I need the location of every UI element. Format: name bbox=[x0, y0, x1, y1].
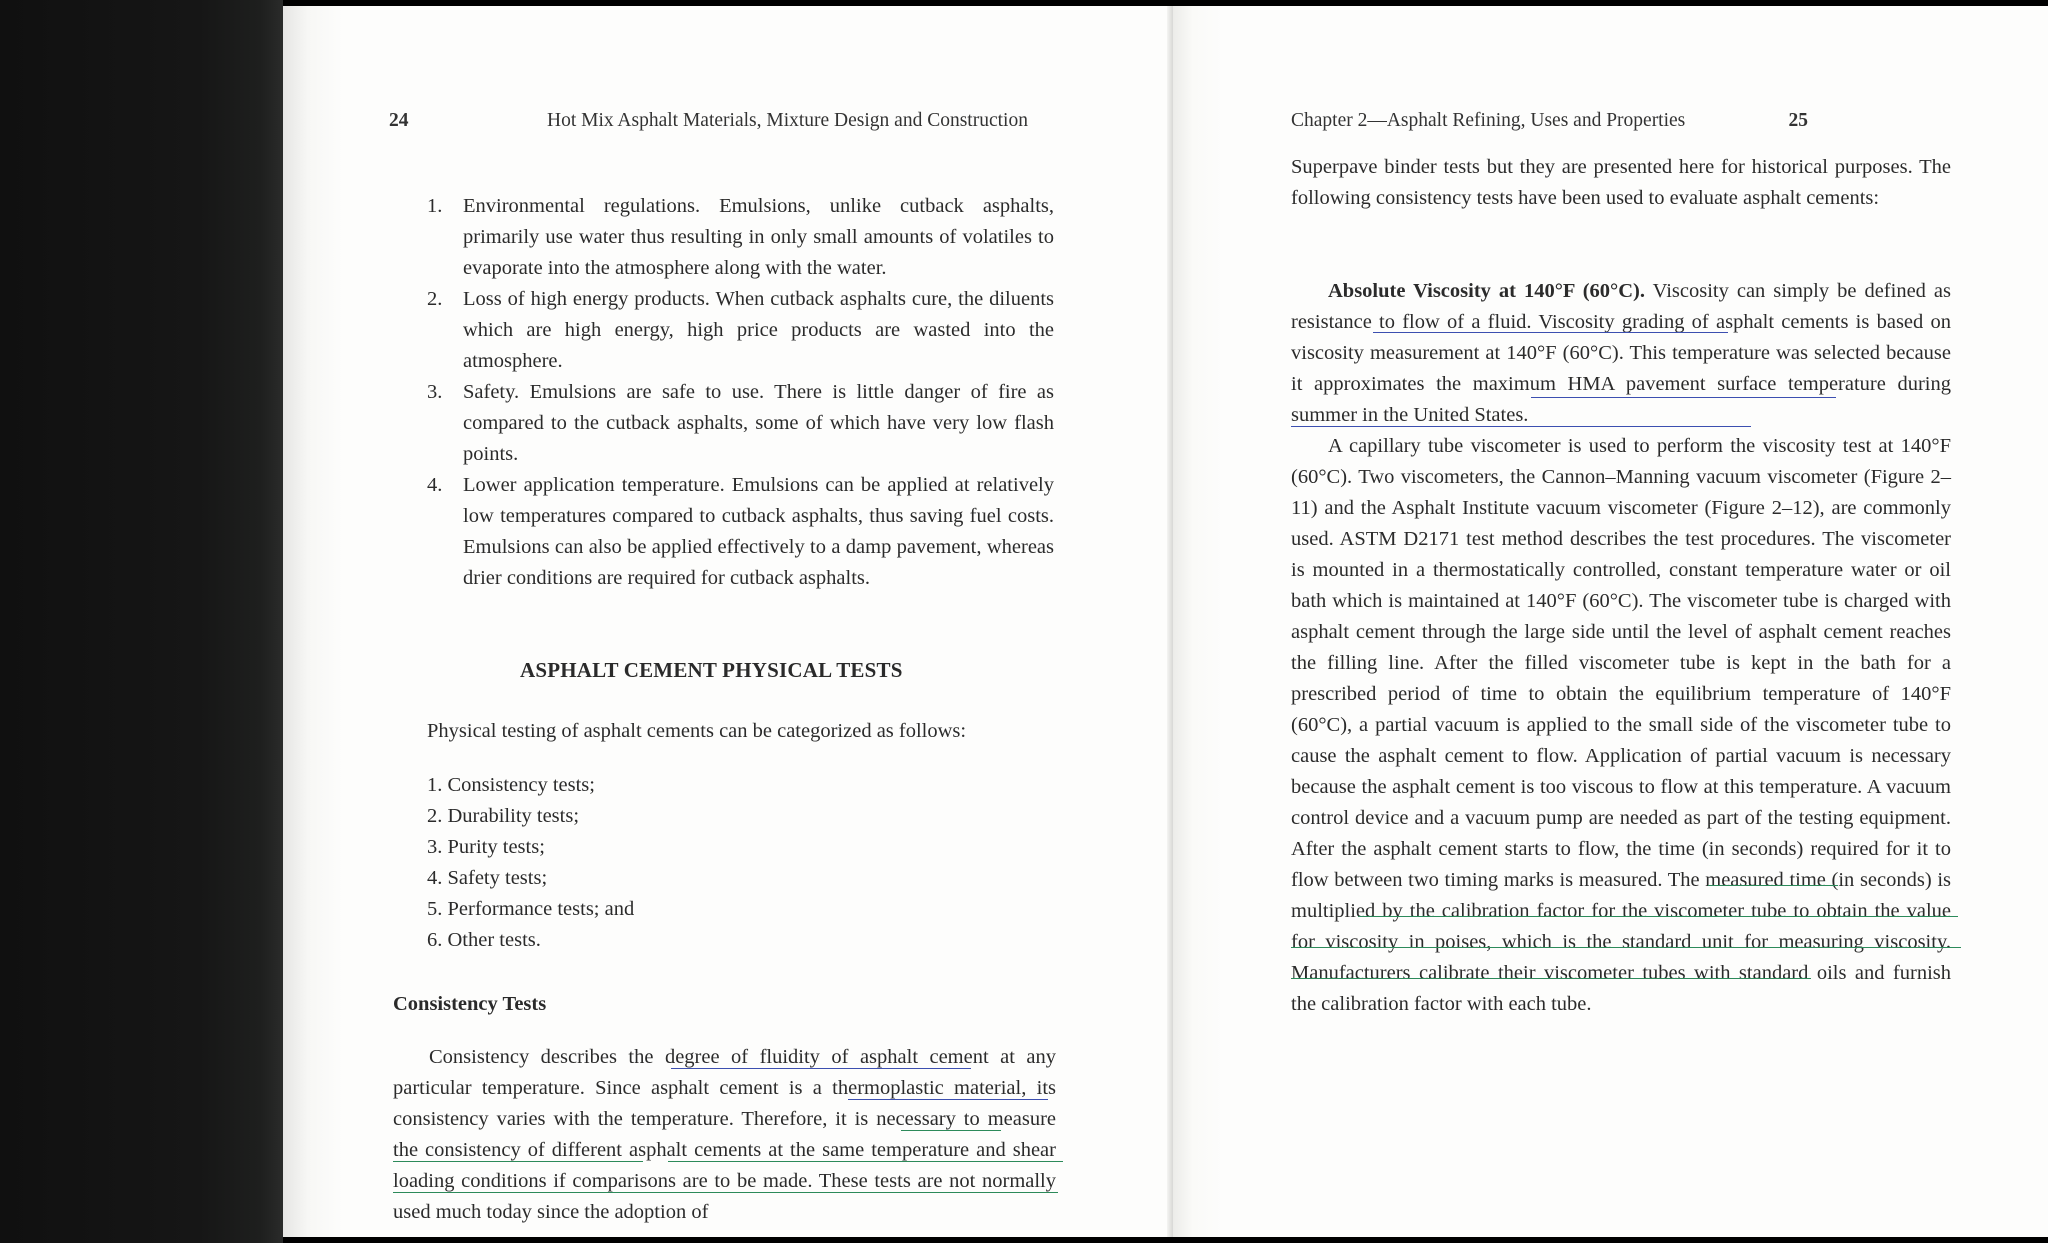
left-page-number: 24 bbox=[389, 110, 409, 131]
blue-ink-underline bbox=[1588, 332, 1728, 333]
scanner-dark-margin bbox=[0, 0, 283, 1243]
blue-ink-underline bbox=[1291, 426, 1751, 427]
list-item: 1. Consistency tests; bbox=[427, 774, 595, 796]
list-item: 6. Other tests. bbox=[427, 929, 541, 951]
absolute-viscosity-text: Viscosity can simply be defined as resistance to flow of a fluid. Viscosity grading of asphalt cements is based on viscosity measurement at 140°F (60°C). This temperature was selected because it approximates the maximum HMA pavement surface temperature during summer in the United States. bbox=[1291, 280, 1952, 426]
blue-ink-underline bbox=[671, 1068, 971, 1069]
blue-ink-underline bbox=[1531, 397, 1836, 398]
viscometer-procedure-paragraph: A capillary tube viscometer is used to perform the viscosity test at 140°F (60°C). Two viscometers, the Cannon–Manning vacuum viscometer (Figure 2–11) and the Asphalt Institute vacuum viscometer (Figure 2–12), are commonly used. ASTM D2171 test method describes the test procedures. The viscometer is mounted in a thermostatically controlled, constant temperature water or oil bath which is maintained at 140°F (60°C). The viscometer tube is charged with asphalt cement through the large side until the level of asphalt cement reaches the filling line. After the filled viscometer tube is kept in the bath for a prescribed period of time to obtain the equilibrium temperature of 140°F (60°C), a partial vacuum is applied to the small side of the viscometer tube to cause the asphalt cement to flow. Application of partial vacuum is necessary because the asphalt cement is too viscous to flow at this temperature. A vacuum control device and a vacuum pump are needed as part of the testing equipment. After the asphalt cement starts to flow, the time (in seconds) required for it to flow between two timing marks is measured. The measured time (in seconds) is multiplied by the calibration factor for the viscometer tube to obtain the value for viscosity in poises, which is the standard unit for measuring viscosity. Manufacturers calibrate their viscometer tubes with standard oils and furnish the calibration factor with each tube. bbox=[1291, 435, 1951, 1015]
test-categories-block bbox=[427, 770, 827, 956]
green-ink-underline bbox=[393, 1161, 643, 1162]
tests-intro: Physical testing of asphalt cements can be categorized as follows: bbox=[427, 720, 967, 742]
green-ink-underline bbox=[668, 1161, 1063, 1162]
emulsion-advantages-list bbox=[427, 191, 1054, 594]
list-item-number: 1. bbox=[427, 195, 443, 217]
right-running-title: Chapter 2—Asphalt Refining, Uses and Properties bbox=[1291, 110, 1686, 131]
list-item-text: Environmental regulations. Emulsions, unlike cutback asphalts, primarily use water thus resulting in only small amounts of volatiles to evaporate into the atmosphere along with the water. bbox=[463, 195, 1054, 279]
continuation-paragraph: Superpave binder tests but they are presented here for historical purposes. The following consistency tests have been used to evaluate asphalt cements: bbox=[1291, 156, 1951, 209]
absolute-viscosity-paragraph bbox=[1291, 276, 1951, 431]
green-ink-underline bbox=[1291, 947, 1961, 948]
green-ink-underline bbox=[393, 1192, 1058, 1193]
consistency-paragraph: Consistency describes the degree of fluidity of asphalt cement at any particular temperature. Since asphalt cement is a thermoplastic material, its consistency varies with the temperature. Therefore, it is necessary to measure the consistency of different asphalt cements at the same temperature and shear loading conditions if comparisons are to be made. These tests are not normally used much today since the adoption of bbox=[393, 1046, 1056, 1223]
book-spread bbox=[283, 6, 2048, 1237]
list-item-number: 3. bbox=[427, 381, 443, 403]
left-running-title: Hot Mix Asphalt Materials, Mixture Design and Construction bbox=[547, 110, 1028, 131]
list-item-text: Loss of high energy products. When cutback asphalts cure, the diluents which are high energy, high price products are wasted into the atmosphere. bbox=[463, 288, 1054, 372]
absolute-viscosity-heading: Absolute Viscosity at 140°F (60°C). bbox=[1328, 280, 1645, 302]
list-item bbox=[427, 377, 1054, 470]
list-item: 3. Purity tests; bbox=[427, 836, 545, 858]
list-item-number: 4. bbox=[427, 474, 443, 496]
numbered-list-block bbox=[427, 191, 1054, 594]
green-ink-underline bbox=[1291, 978, 1811, 979]
green-ink-underline bbox=[1358, 916, 1958, 917]
right-page bbox=[1173, 6, 2048, 1237]
section-heading: ASPHALT CEMENT PHYSICAL TESTS bbox=[520, 658, 903, 682]
list-item bbox=[427, 191, 1054, 284]
green-ink-underline bbox=[901, 1130, 1001, 1131]
green-ink-underline bbox=[1708, 885, 1838, 886]
list-item-number: 2. bbox=[427, 288, 443, 310]
right-page-number: 25 bbox=[1788, 110, 1808, 131]
list-item bbox=[427, 470, 1054, 594]
test-categories-list bbox=[427, 770, 827, 956]
blue-ink-underline bbox=[848, 1099, 1048, 1100]
subheading-consistency-tests: Consistency Tests bbox=[393, 993, 547, 1015]
list-item: 2. Durability tests; bbox=[427, 805, 580, 827]
list-item-text: Safety. Emulsions are safe to use. There is little danger of fire as compared to the cutback asphalts, some of which have very low flash points. bbox=[463, 381, 1054, 465]
list-item: 5. Performance tests; and bbox=[427, 898, 635, 920]
list-item: 4. Safety tests; bbox=[427, 867, 548, 889]
list-item-text: Lower application temperature. Emulsions can be applied at relatively low temperatures compared to cutback asphalts, thus saving fuel costs. Emulsions can also be applied effectively to a damp pavement, whereas drier conditions are required for cutback asphalts. bbox=[463, 474, 1054, 589]
list-item bbox=[427, 284, 1054, 377]
left-page bbox=[283, 6, 1173, 1237]
